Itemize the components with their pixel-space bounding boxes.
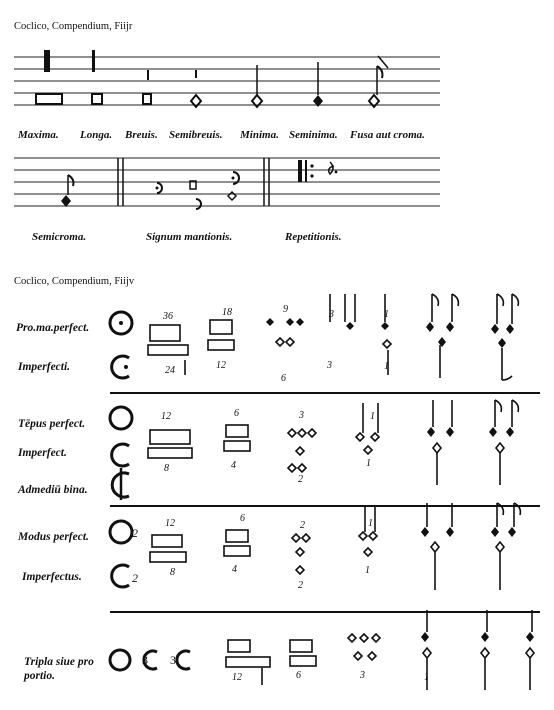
sign-tempus-imperfect	[112, 444, 129, 466]
label-minima: Minima.	[240, 129, 279, 141]
row-label-tripla: Tripla siue pro portio.	[24, 656, 94, 682]
number-label: 1	[370, 411, 375, 422]
caption-bottom: Coclico, Compendium, Fiijv	[14, 276, 135, 287]
row-label-modus-imperfect: Imperfectus.	[22, 571, 82, 583]
number-label: 6	[240, 513, 245, 524]
label-semicroma: Semicroma.	[32, 231, 87, 243]
number-label: 6	[281, 373, 286, 384]
row-label-prolatio-perfect: Pro.ma.perfect.	[16, 322, 90, 334]
label-seminima: Seminima.	[289, 129, 338, 141]
number-label: 6	[234, 408, 239, 419]
number-label: 8	[170, 567, 175, 578]
label-longa: Longa.	[80, 129, 113, 141]
label-fusa: Fusa aut croma.	[350, 129, 425, 141]
number-label: 1	[366, 458, 371, 469]
svg-text:2: 2	[132, 526, 138, 540]
row-label-prolatio-imperfect: Imperfecti.	[18, 361, 71, 373]
sign-tripla-3	[177, 651, 190, 669]
row-label-admedium: Admediū bina.	[18, 484, 88, 496]
number-label: 9	[283, 304, 288, 315]
number-label: 36	[163, 311, 173, 322]
svg-text:3: 3	[142, 653, 148, 667]
svg-text:2: 2	[132, 571, 138, 585]
number-label: 2	[298, 474, 303, 485]
number-label: 1	[368, 518, 373, 529]
number-label: 24	[165, 365, 175, 376]
number-label: 3	[327, 360, 332, 371]
sign-tempus-perfect	[110, 407, 132, 429]
number-label: 12	[216, 360, 226, 371]
number-label: 18	[222, 307, 232, 318]
number-label: 3	[329, 309, 334, 320]
label-maxima: Maxima.	[18, 129, 59, 141]
label-semibreuis: Semibreuis.	[169, 129, 223, 141]
number-label: 12	[165, 518, 175, 529]
number-label: 1	[424, 672, 429, 683]
sign-modus-imperfect	[112, 565, 129, 587]
number-label: 8	[164, 463, 169, 474]
number-label: 4	[232, 564, 237, 575]
label-breuis: Breuis.	[125, 129, 158, 141]
number-label: 12	[232, 672, 242, 683]
row-label-modus-perfect: Modus perfect.	[18, 531, 89, 543]
number-label: 6	[296, 670, 301, 681]
number-label: 2	[298, 580, 303, 591]
row-label-tempus-perfect: Tēpus perfect.	[18, 418, 86, 430]
caption-top: Coclico, Compendium, Fiijr	[14, 21, 133, 32]
number-label: 1	[384, 361, 389, 372]
row-label-tempus-imperfect: Imperfect.	[18, 447, 67, 459]
number-label: 1	[365, 565, 370, 576]
number-label: 4	[231, 460, 236, 471]
sign-modus-perfect	[110, 521, 132, 543]
svg-text:3: 3	[170, 653, 176, 667]
number-label: 3	[360, 670, 365, 681]
label-repetitionis: Repetitionis.	[285, 231, 342, 243]
number-label: 1	[384, 309, 389, 320]
label-signum-mantionis: Signum mantionis.	[146, 231, 233, 243]
number-label: 3	[299, 410, 304, 421]
sign-tripla-1	[110, 650, 130, 670]
number-label: 12	[161, 411, 171, 422]
number-label: 2	[300, 520, 305, 531]
